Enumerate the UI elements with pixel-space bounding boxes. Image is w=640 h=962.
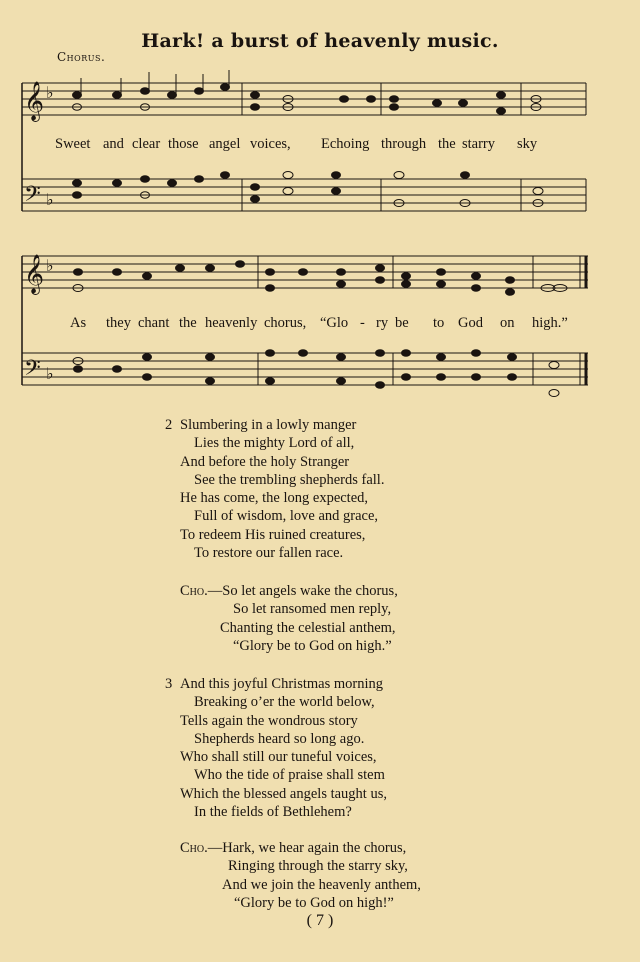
chorus-line: And we join the heavenly anthem, (222, 876, 421, 893)
verse-line: Full of wisdom, love and grace, (194, 508, 379, 525)
lyrics-system-1 (0, 136, 640, 154)
lyric-word: those (168, 136, 199, 152)
verse-line: To redeem His ruined creatures, (180, 526, 366, 543)
verse-line: Who the tide of praise shall stem (194, 767, 385, 784)
flat-sign: ♭ (46, 83, 54, 102)
verse-line: Breaking o’er the world below, (194, 694, 375, 711)
lyric-word: Echoing (321, 136, 370, 152)
chorus-line: “Glory be to God on high!” (234, 894, 394, 911)
lyric-word: chorus, (264, 315, 307, 331)
verse-2 (165, 416, 385, 562)
verse-line: To restore our fallen race. (194, 545, 344, 562)
verse-line: Who shall still our tuneful voices, (180, 749, 377, 766)
verse-line: Shepherds heard so long ago. (194, 730, 365, 747)
chorus-label-inline: Cho. (180, 583, 208, 599)
svg-text:♭: ♭ (46, 256, 54, 275)
lyrics-system-2 (0, 315, 640, 333)
verse-line: He has come, the long expected, (180, 490, 369, 507)
lyric-word: they (106, 315, 131, 331)
lyric-word: angel (209, 136, 241, 152)
lyric-word: through (381, 136, 427, 152)
chorus-line: “Glory be to God on high.” (233, 637, 392, 654)
verse-line: And this joyful Christmas morning (180, 676, 383, 692)
verse-number: 2 (165, 417, 173, 433)
lyric-word: starry (462, 136, 496, 152)
verse-line: Lies the mighty Lord of all, (194, 435, 355, 452)
chorus-line: Ringing through the starry sky, (228, 858, 408, 875)
lyric-word: As (70, 315, 87, 331)
chorus-label-inline: Cho. (180, 840, 208, 856)
chorus-2 (180, 582, 398, 655)
lyric-word: be (395, 315, 409, 331)
verse-line: And before the holy Stranger (180, 453, 350, 470)
svg-text:♭: ♭ (46, 364, 54, 383)
lyric-word: the (179, 315, 197, 331)
lyric-word: high.” (532, 315, 568, 331)
lyric-word: - (360, 315, 365, 331)
bass-clef-1: 𝄢 (24, 182, 41, 212)
verse-line: Slumbering in a lowly manger (180, 417, 357, 433)
chorus-line: —So let angels wake the chorus, (207, 583, 398, 599)
treble-clef-1: 𝄞 (24, 81, 45, 121)
chorus-line: So let ransomed men reply, (233, 601, 392, 618)
staff-bass-2 (22, 353, 588, 385)
page-number: ( 7 ) (306, 912, 334, 929)
lyric-word: sky (517, 136, 538, 152)
lyric-word: heavenly (205, 315, 258, 331)
lyric-word: the (438, 136, 456, 152)
verse-line: In the fields of Bethlehem? (194, 804, 352, 821)
lyric-word: on (500, 315, 515, 331)
lyric-word: God (458, 315, 483, 331)
verse-3 (165, 675, 387, 821)
treble-clef-2: 𝄞 (24, 254, 45, 294)
verse-line: See the trembling shepherds fall. (194, 471, 385, 488)
chorus-label: Chorus. (57, 50, 106, 64)
lyric-word: and (103, 136, 124, 152)
lyric-word: clear (132, 136, 161, 152)
lyric-word: Sweet (55, 136, 91, 152)
lyric-word: voices, (250, 136, 291, 152)
svg-text:♭: ♭ (46, 190, 54, 209)
lyric-word: chant (138, 315, 170, 331)
lyric-word: ry (376, 315, 389, 331)
lyric-word: “Glo (320, 315, 349, 331)
page-title: Hark! a burst of heavenly music. (141, 30, 499, 52)
verse-line: Which the blessed angels taught us, (180, 785, 387, 802)
chorus-3 (180, 839, 421, 912)
verse-line: Tells again the wondrous story (180, 712, 358, 729)
staff-bass-1 (22, 179, 586, 211)
chorus-line: Chanting the celestial anthem, (220, 619, 396, 636)
bass-clef-2: 𝄢 (24, 356, 41, 386)
lyric-word: to (433, 315, 445, 331)
music-score (0, 0, 640, 420)
verse-number: 3 (165, 676, 173, 692)
chorus-line: —Hark, we hear again the chorus, (207, 840, 407, 856)
